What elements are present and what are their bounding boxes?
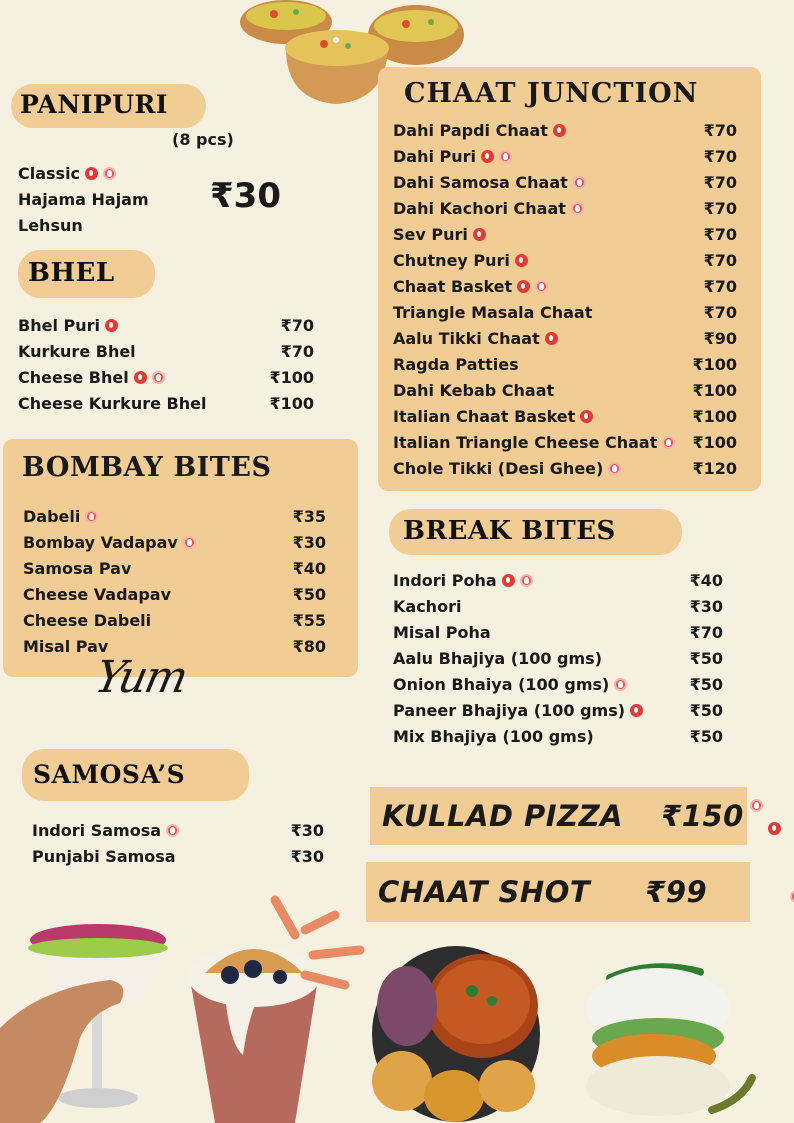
spicy-icon bbox=[473, 228, 486, 241]
menu-item-name-group bbox=[18, 216, 83, 235]
menu-item-price: ₹70 bbox=[703, 172, 737, 192]
menu-item-price: ₹50 bbox=[689, 674, 723, 694]
menu-item-name-group bbox=[18, 164, 116, 183]
menu-item-name-group bbox=[18, 368, 165, 387]
menu-item-name: Dahi Papdi Chaat bbox=[393, 120, 548, 140]
menu-item-row bbox=[23, 557, 326, 579]
panipuri-quantity: (8 pcs) bbox=[172, 130, 234, 149]
spicy-icon bbox=[105, 319, 118, 332]
menu-item-row bbox=[18, 314, 314, 336]
spicy-icon bbox=[553, 124, 566, 137]
menu-item-name: Cheese Dabeli bbox=[23, 610, 152, 630]
menu-item-row bbox=[393, 249, 737, 271]
menu-item-name-group bbox=[393, 623, 491, 642]
menu-item-name-group bbox=[393, 329, 558, 348]
menu-item-price: ₹70 bbox=[703, 198, 737, 218]
chaat-shot-banner bbox=[366, 862, 750, 922]
menu-item-name-group bbox=[23, 559, 131, 578]
menu-item-name-group bbox=[23, 533, 196, 552]
menu-item-price: ₹70 bbox=[703, 120, 737, 140]
menu-item-name-group bbox=[393, 433, 675, 452]
spicy-icon bbox=[515, 254, 528, 267]
menu-item-row bbox=[23, 505, 326, 527]
menu-item-name: Chaat Basket bbox=[393, 276, 513, 296]
chaat-shot-name: CHAAT SHOT bbox=[378, 875, 591, 909]
menu-item-price: ₹50 bbox=[689, 648, 723, 668]
menu-item-name: Kachori bbox=[393, 596, 462, 616]
menu-item-name: Indori Poha bbox=[393, 570, 497, 590]
menu-item-price: ₹70 bbox=[703, 224, 737, 244]
menu-item-name: Aalu Bhajiya (100 gms) bbox=[393, 648, 603, 668]
menu-item-name: Ragda Patties bbox=[393, 354, 519, 374]
menu-item-name-group bbox=[23, 507, 98, 526]
menu-item-name: Cheese Vadapav bbox=[23, 584, 172, 604]
menu-item-name-group bbox=[393, 277, 548, 296]
spicy-icon bbox=[481, 150, 494, 163]
menu-item-row bbox=[393, 197, 737, 219]
menu-item-name-group bbox=[23, 585, 171, 604]
menu-item-name: Punjabi Samosa bbox=[32, 846, 176, 866]
menu-item-row bbox=[393, 353, 737, 375]
samosa-heading: SAMOSA’S bbox=[22, 749, 249, 801]
menu-item-name: Dahi Puri bbox=[393, 146, 477, 166]
menu-item-row bbox=[32, 819, 324, 841]
spicy-icon bbox=[545, 332, 558, 345]
menu-item-price: ₹70 bbox=[689, 622, 723, 642]
menu-item-row bbox=[393, 171, 737, 193]
menu-item-name-group bbox=[18, 394, 206, 413]
menu-item-row bbox=[393, 327, 737, 349]
kullad-pizza-name: KULLAD PIZZA bbox=[382, 799, 624, 833]
kullad-pizza-banner bbox=[370, 787, 747, 845]
menu-item-name: Chole Tikki (Desi Ghee) bbox=[393, 458, 604, 478]
yum-script-text: Yum bbox=[90, 652, 191, 703]
spicy-icon bbox=[580, 410, 593, 423]
menu-item-row bbox=[393, 647, 723, 669]
menu-item-row bbox=[23, 609, 326, 631]
panipuri-heading: PANIPURI bbox=[11, 84, 206, 128]
menu-item-price: ₹50 bbox=[292, 584, 326, 604]
menu-item-row bbox=[393, 457, 737, 479]
kullad-fire-icon bbox=[750, 799, 763, 812]
menu-item-price: ₹30 bbox=[689, 596, 723, 616]
menu-item-name-group bbox=[32, 821, 179, 840]
menu-item-price: ₹100 bbox=[692, 432, 737, 452]
menu-item-row bbox=[393, 673, 723, 695]
menu-item-price: ₹40 bbox=[292, 558, 326, 578]
menu-item-name-group bbox=[393, 675, 627, 694]
menu-item-price: ₹55 bbox=[292, 610, 326, 630]
menu-item-name-group bbox=[393, 727, 594, 746]
spicy-icon bbox=[630, 704, 643, 717]
spicy-icon bbox=[517, 280, 530, 293]
menu-item-price: ₹35 bbox=[292, 506, 326, 526]
menu-item-price: ₹120 bbox=[692, 458, 737, 478]
menu-item-name: Aalu Tikki Chaat bbox=[393, 328, 540, 348]
break-bites-heading: BREAK BITES bbox=[389, 509, 682, 555]
menu-item-name-group bbox=[18, 190, 149, 209]
menu-item-price: ₹30 bbox=[290, 820, 324, 840]
menu-item-price: ₹100 bbox=[692, 354, 737, 374]
menu-item-row bbox=[393, 275, 737, 297]
menu-item-price: ₹70 bbox=[703, 146, 737, 166]
spicy-icon bbox=[85, 167, 98, 180]
menu-item-name: Dahi Kebab Chaat bbox=[393, 380, 555, 400]
menu-item-price: ₹100 bbox=[269, 367, 314, 387]
menu-item-name-group bbox=[23, 637, 108, 656]
menu-item-name: Bhel Puri bbox=[18, 315, 100, 335]
menu-item-price: ₹30 bbox=[292, 532, 326, 552]
menu-item-row bbox=[32, 845, 324, 867]
bhel-heading: BHEL bbox=[18, 250, 155, 298]
menu-item-price: ₹80 bbox=[292, 636, 326, 656]
menu-item-name-group bbox=[393, 407, 593, 426]
vadapav-image bbox=[582, 960, 758, 1123]
fire-icon bbox=[614, 678, 627, 691]
menu-item-name-group bbox=[393, 173, 586, 192]
chaat-shot-price: ₹99 bbox=[645, 875, 708, 909]
menu-item-row bbox=[393, 431, 737, 453]
menu-item-price: ₹70 bbox=[703, 250, 737, 270]
menu-item-name: Classic bbox=[18, 163, 81, 183]
menu-item-name: Bombay Vadapav bbox=[23, 532, 178, 552]
menu-item-name-group bbox=[393, 571, 533, 590]
menu-item-name: Lehsun bbox=[18, 215, 83, 235]
menu-item-row bbox=[393, 119, 737, 141]
menu-item-name: Triangle Masala Chaat bbox=[393, 302, 593, 322]
menu-item-name-group bbox=[393, 597, 461, 616]
menu-item-price: ₹70 bbox=[703, 302, 737, 322]
spicy-icon bbox=[502, 574, 515, 587]
fire-icon bbox=[152, 371, 165, 384]
menu-item-row bbox=[393, 145, 737, 167]
menu-item-row bbox=[393, 699, 723, 721]
bombay-bites-heading: BOMBAY BITES bbox=[22, 452, 272, 483]
menu-item-name-group bbox=[32, 847, 176, 866]
chaat-junction-heading: CHAAT JUNCTION bbox=[404, 78, 699, 109]
fire-icon bbox=[535, 280, 548, 293]
menu-item-name: Italian Triangle Cheese Chaat bbox=[393, 432, 658, 452]
fire-icon bbox=[85, 510, 98, 523]
spicy-icon bbox=[134, 371, 147, 384]
menu-item-price: ₹50 bbox=[689, 726, 723, 746]
menu-item-price: ₹90 bbox=[703, 328, 737, 348]
menu-item-row bbox=[393, 379, 737, 401]
menu-item-row bbox=[18, 366, 314, 388]
menu-item-name-group bbox=[393, 147, 512, 166]
menu-item-price: ₹70 bbox=[280, 341, 314, 361]
fire-icon bbox=[608, 462, 621, 475]
menu-item-row bbox=[18, 188, 208, 210]
menu-item-name-group bbox=[393, 459, 621, 478]
menu-item-name: Mix Bhajiya (100 gms) bbox=[393, 726, 594, 746]
menu-item-name-group bbox=[393, 701, 643, 720]
menu-item-name-group bbox=[23, 611, 151, 630]
menu-item-name: Onion Bhaiya (100 gms) bbox=[393, 674, 610, 694]
menu-item-name: Sev Puri bbox=[393, 224, 468, 244]
menu-item-name-group bbox=[393, 649, 602, 668]
menu-item-row bbox=[393, 621, 723, 643]
fire-icon bbox=[183, 536, 196, 549]
menu-item-name: Cheese Bhel bbox=[18, 367, 129, 387]
menu-item-name: Chutney Puri bbox=[393, 250, 510, 270]
menu-item-name: Dahi Kachori Chaat bbox=[393, 198, 566, 218]
fire-icon bbox=[166, 824, 179, 837]
menu-item-row bbox=[393, 223, 737, 245]
menu-item-row bbox=[18, 214, 208, 236]
kullad-spicy-icon bbox=[768, 822, 781, 835]
menu-item-name-group bbox=[393, 303, 592, 322]
dessert-glass-image bbox=[0, 918, 180, 1123]
menu-item-price: ₹100 bbox=[692, 406, 737, 426]
fire-icon bbox=[103, 167, 116, 180]
menu-item-name-group bbox=[18, 316, 118, 335]
menu-item-row bbox=[23, 583, 326, 605]
fire-icon bbox=[520, 574, 533, 587]
menu-item-row bbox=[18, 340, 314, 362]
menu-item-price: ₹50 bbox=[689, 700, 723, 720]
menu-item-name: Dabeli bbox=[23, 506, 81, 526]
menu-item-row bbox=[393, 569, 723, 591]
menu-item-name: Misal Poha bbox=[393, 622, 491, 642]
menu-item-name: Cheese Kurkure Bhel bbox=[18, 393, 207, 413]
menu-item-name-group bbox=[393, 121, 566, 140]
menu-item-name-group bbox=[393, 355, 519, 374]
menu-item-row bbox=[23, 531, 326, 553]
menu-item-name: Samosa Pav bbox=[23, 558, 132, 578]
menu-item-row bbox=[18, 162, 208, 184]
menu-item-name-group bbox=[393, 199, 584, 218]
menu-item-name: Paneer Bhajiya (100 gms) bbox=[393, 700, 626, 720]
menu-item-price: ₹70 bbox=[703, 276, 737, 296]
menu-item-name: Indori Samosa bbox=[32, 820, 162, 840]
menu-item-row bbox=[393, 301, 737, 323]
fire-icon bbox=[571, 202, 584, 215]
menu-item-price: ₹100 bbox=[692, 380, 737, 400]
menu-item-name: Misal Pav bbox=[23, 636, 109, 656]
pav-bhaji-plate-image bbox=[372, 946, 540, 1123]
menu-item-name-group bbox=[393, 381, 554, 400]
menu-item-name: Dahi Samosa Chaat bbox=[393, 172, 568, 192]
fire-icon bbox=[499, 150, 512, 163]
menu-item-name-group bbox=[393, 225, 486, 244]
menu-item-price: ₹30 bbox=[290, 846, 324, 866]
menu-item-price: ₹40 bbox=[689, 570, 723, 590]
kullad-drink-image bbox=[185, 895, 370, 1123]
panipuri-price: ₹30 bbox=[210, 176, 281, 216]
menu-item-price: ₹100 bbox=[269, 393, 314, 413]
menu-item-name-group bbox=[18, 342, 136, 361]
fire-icon bbox=[573, 176, 586, 189]
menu-item-name: Kurkure Bhel bbox=[18, 341, 136, 361]
menu-item-row bbox=[393, 595, 723, 617]
chaat-shot-fire-icon bbox=[790, 890, 794, 903]
menu-item-name: Hajama Hajam bbox=[18, 189, 149, 209]
fire-icon bbox=[662, 436, 675, 449]
menu-item-price: ₹70 bbox=[280, 315, 314, 335]
menu-item-row bbox=[393, 725, 723, 747]
kullad-pizza-price: ₹150 bbox=[661, 799, 744, 833]
menu-item-name: Italian Chaat Basket bbox=[393, 406, 576, 426]
menu-item-row bbox=[393, 405, 737, 427]
menu-item-name-group bbox=[393, 251, 528, 270]
menu-item-row bbox=[18, 392, 314, 414]
